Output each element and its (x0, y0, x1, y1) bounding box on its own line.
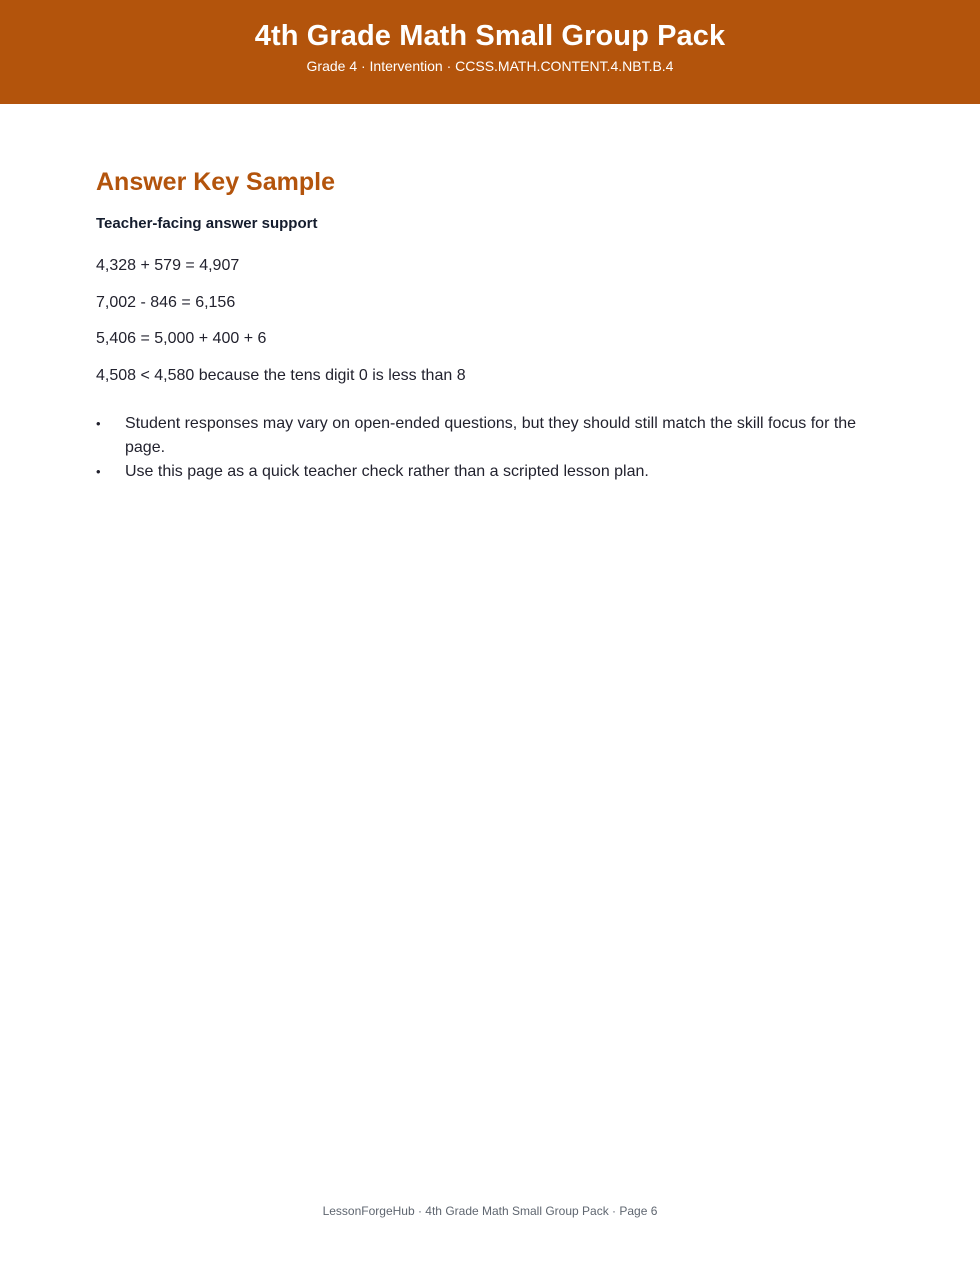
note-text: Student responses may vary on open-ended questions, but they should still match the skill focus for the page. (125, 415, 857, 457)
page-content (96, 166, 886, 484)
answer-list (96, 256, 886, 386)
header-banner (0, 0, 980, 104)
bullet-icon: • (96, 416, 101, 432)
list-item (96, 412, 886, 460)
list-item (96, 460, 886, 484)
answer-line: 4,508 < 4,580 because the tens digit 0 is less than 8 (96, 367, 466, 385)
document-title: 4th Grade Math Small Group Pack (254, 20, 726, 52)
answer-line: 7,002 - 846 = 6,156 (96, 293, 236, 311)
section-subtitle: Teacher-facing answer support (96, 215, 318, 232)
section-title: Answer Key Sample (96, 168, 335, 196)
note-text: Use this page as a quick teacher check rather than a scripted lesson plan. (125, 463, 649, 481)
document-subtitle: Grade 4 · Intervention · CCSS.MATH.CONTENT.4.NBT.B.4 (306, 58, 674, 74)
answer-line: 4,328 + 579 = 4,907 (96, 257, 240, 274)
answer-line: 5,406 = 5,000 + 400 + 6 (96, 330, 267, 348)
teacher-notes-list (96, 412, 886, 484)
page-footer: LessonForgeHub · 4th Grade Math Small Group Pack · Page 6 (322, 1204, 658, 1218)
bullet-icon: • (96, 464, 101, 480)
